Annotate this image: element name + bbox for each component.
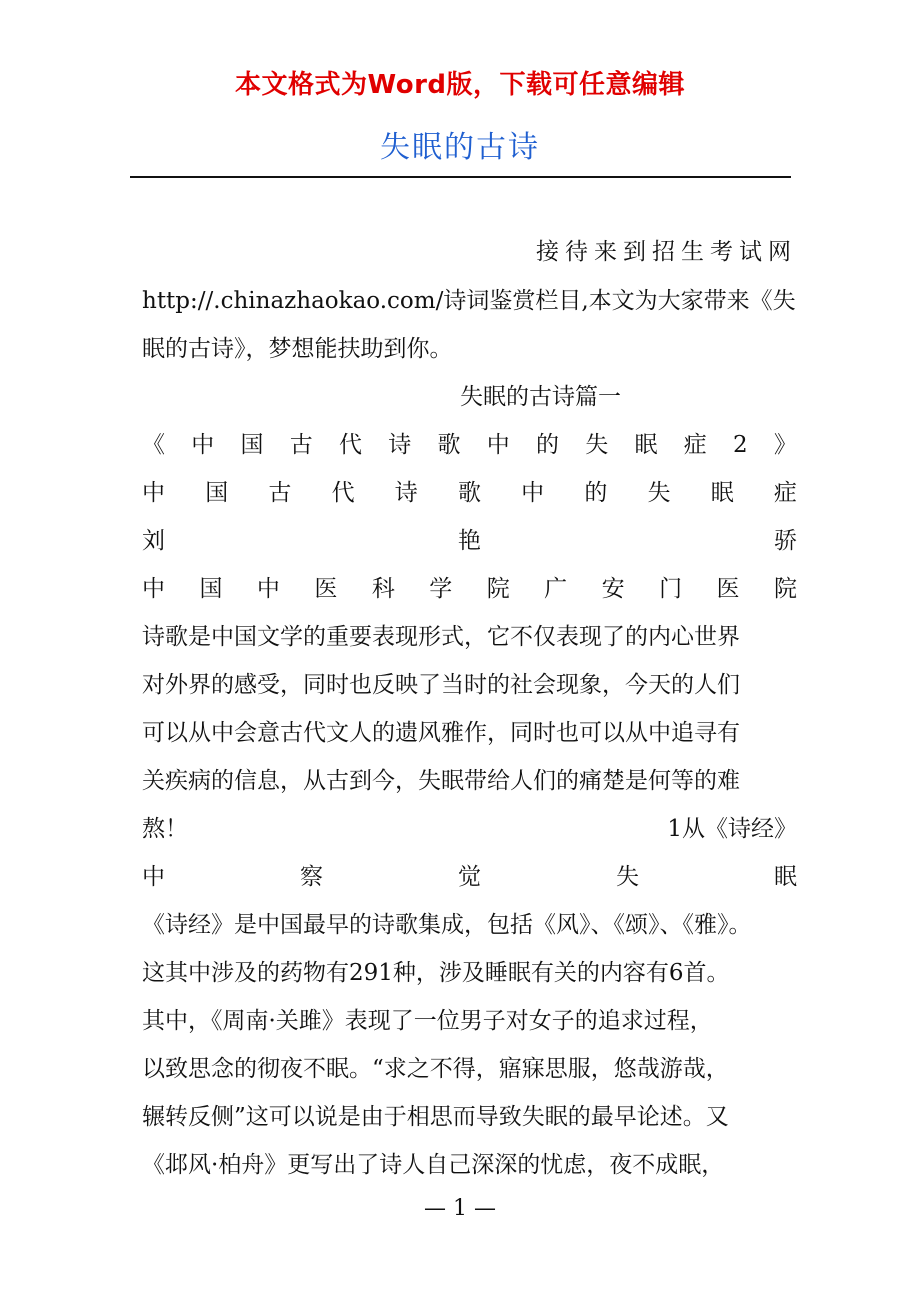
paragraph-1-line-3: 可以从中会意古代文人的遗风雅作，同时也可以从中追寻有 (142, 720, 740, 746)
subtitle-char: 歌 (457, 480, 481, 506)
book-title-char: 失 (585, 432, 609, 458)
author-line (142, 523, 797, 559)
section-heading: 失眠的古诗篇一 (460, 384, 621, 410)
institution-line (142, 571, 797, 607)
paragraph-1-line-5 (142, 811, 797, 847)
subheading-char: 眠 (774, 864, 797, 890)
subtitle-char: 古 (268, 480, 292, 506)
subtitle-char: 代 (331, 480, 355, 506)
paragraph-2-line-5: 辗转反侧”这可以说是由于相思而导致失眠的最早论述。又 (142, 1104, 729, 1130)
institution-char: 科 (371, 576, 395, 602)
page-number: — 1 — (424, 1196, 496, 1221)
institution-char: 国 (199, 576, 223, 602)
paragraph-2-line-3: 其中，《周南·关雎》表现了一位男子对女子的追求过程， (142, 1008, 713, 1034)
book-title-line (142, 427, 797, 463)
subheading-char: 觉 (458, 864, 481, 890)
book-title-char: 中 (486, 432, 510, 458)
author-char: 刘 (142, 528, 165, 554)
book-title-char: 代 (339, 432, 362, 458)
document-title: 失眠的古诗 (380, 130, 540, 165)
intro-line-1: 接待来到招生考试网 (536, 239, 797, 265)
intro-line-2: http://.chinazhaokao.com/诗词鉴赏栏目,本文为大家带来《失 (142, 288, 796, 314)
subtitle-char: 中 (521, 480, 545, 506)
institution-char: 院 (773, 576, 797, 602)
paragraph-1-line-5-right: 1从《诗经》 (667, 816, 797, 842)
subheading-char: 失 (616, 864, 639, 890)
subtitle-char: 的 (584, 480, 608, 506)
book-title-char: 》 (773, 432, 797, 458)
institution-char: 中 (142, 576, 165, 602)
subtitle-char: 症 (773, 480, 797, 506)
book-title-char: 歌 (437, 432, 461, 458)
subheading-char: 中 (142, 864, 165, 890)
institution-char: 安 (601, 576, 625, 602)
subtitle-char: 失 (647, 480, 671, 506)
book-title-char: 国 (240, 432, 264, 458)
subtitle-char: 诗 (394, 480, 418, 506)
title-divider (130, 176, 791, 178)
book-title-char: 诗 (388, 432, 412, 458)
paragraph-1-line-2: 对外界的感受，同时也反映了当时的社会现象，今天的人们 (142, 672, 740, 698)
book-title-char: 2 (733, 432, 748, 458)
institution-char: 医 (314, 576, 338, 602)
book-title-char: 症 (683, 432, 707, 458)
book-title-char: 眠 (634, 432, 658, 458)
paragraph-2-line-4: 以致思念的彻夜不眠。“求之不得，寤寐思服，悠哉游哉， (142, 1056, 729, 1082)
institution-char: 中 (256, 576, 280, 602)
institution-char: 院 (486, 576, 510, 602)
institution-char: 门 (659, 576, 683, 602)
book-title-char: 《 (142, 432, 165, 458)
paragraph-1-line-5-left: 熬！ (142, 816, 188, 842)
paragraph-1-line-4: 关疾病的信息，从古到今，失眠带给人们的痛楚是何等的难 (142, 768, 740, 794)
book-title-char: 古 (289, 432, 313, 458)
intro-line-3: 眠的古诗》，梦想能扶助到你。 (142, 336, 453, 362)
subtitle-char: 眠 (710, 480, 734, 506)
subheading-line (142, 859, 797, 895)
paragraph-2-line-6: 《邶风·柏舟》更写出了诗人自己深深的忧虑，夜不成眠， (142, 1152, 725, 1178)
book-title-char: 中 (191, 432, 215, 458)
institution-char: 医 (716, 576, 740, 602)
book-title-char: 的 (536, 432, 559, 458)
author-char: 骄 (774, 528, 797, 554)
institution-char: 学 (429, 576, 453, 602)
institution-char: 广 (544, 576, 568, 602)
subheading-char: 察 (300, 864, 323, 890)
author-char: 艳 (458, 528, 481, 554)
paragraph-1-line-1: 诗歌是中国文学的重要表现形式，它不仅表现了的内心世界 (142, 624, 740, 650)
subtitle-char: 国 (205, 480, 229, 506)
paragraph-2-line-2: 这其中涉及的药物有291种，涉及睡眠有关的内容有6首。 (142, 960, 730, 986)
paragraph-2-line-1: 《诗经》是中国最早的诗歌集成，包括《风》、《颂》、《雅》。 (142, 912, 752, 938)
subtitle-char: 中 (142, 480, 165, 506)
format-banner: 本文格式为Word版，下载可任意编辑 (234, 70, 686, 100)
subtitle-line (142, 475, 797, 511)
